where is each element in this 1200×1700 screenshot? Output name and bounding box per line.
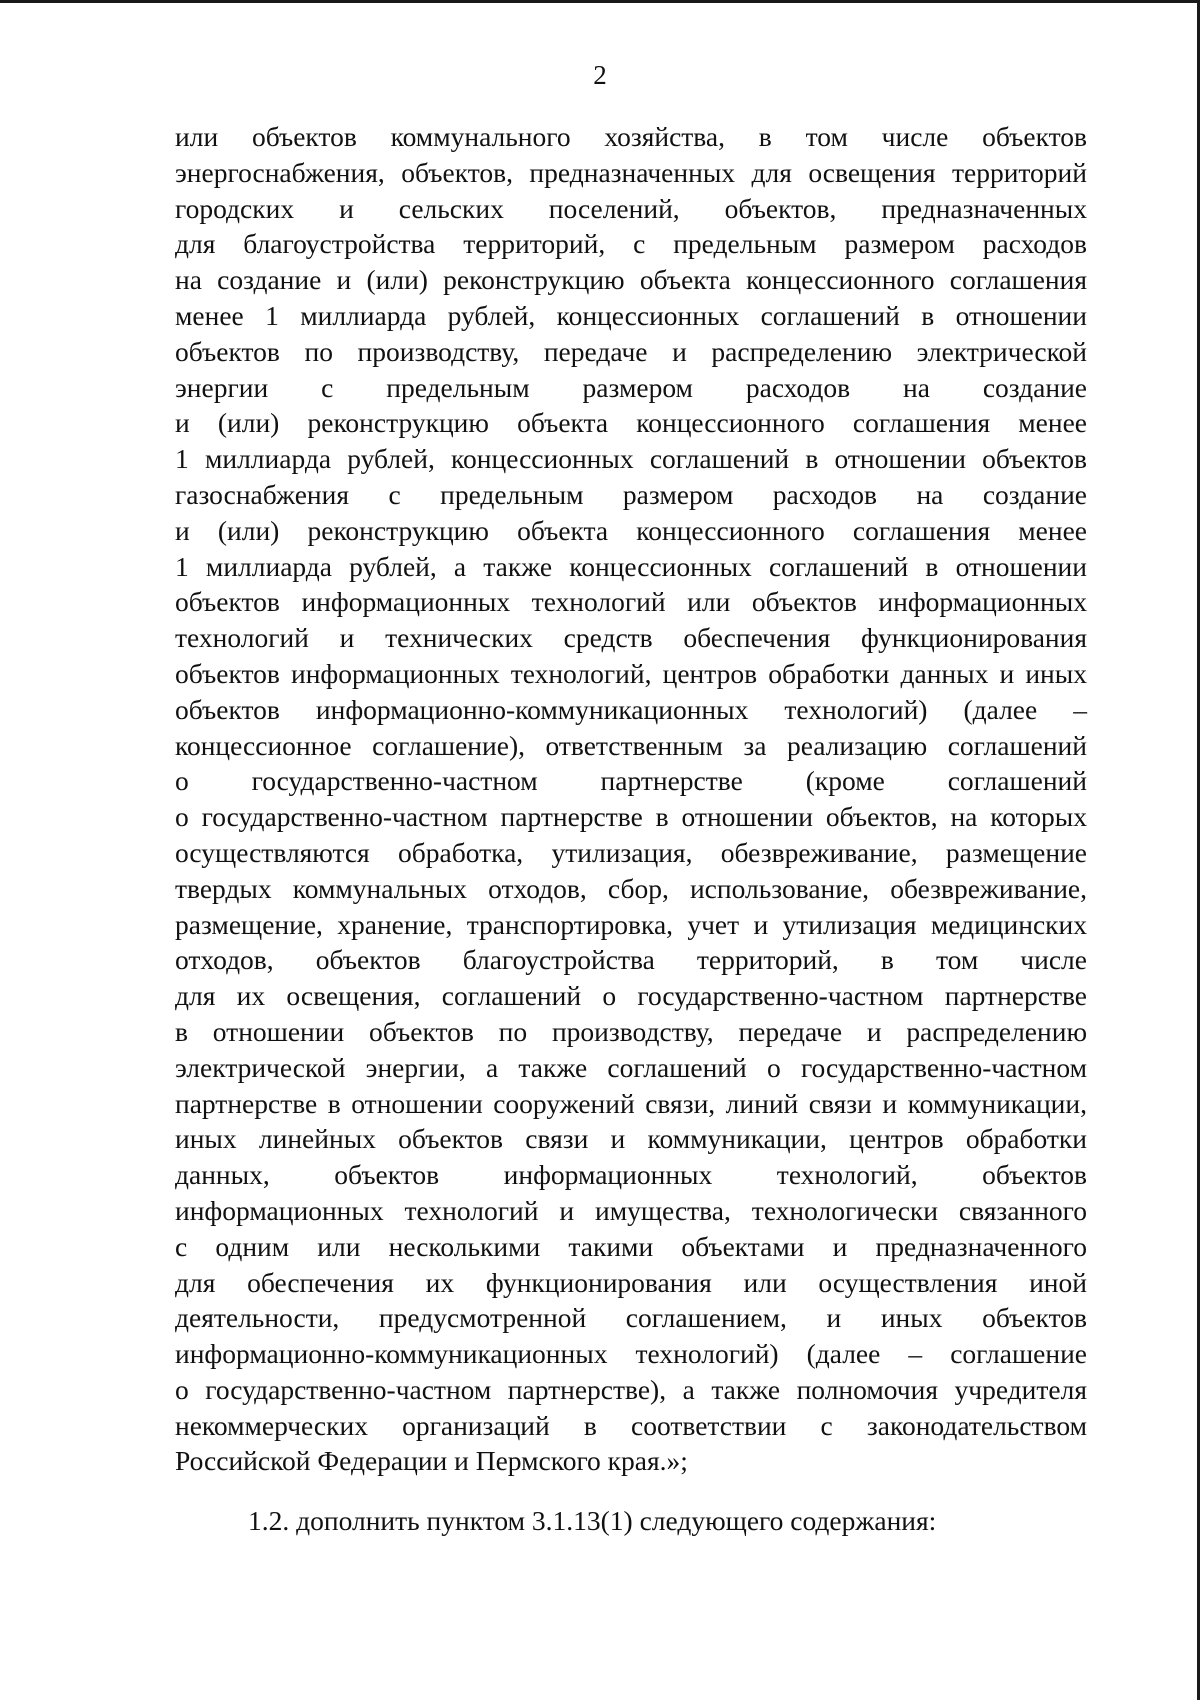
text-line: менее 1 миллиарда рублей, концессионных соглашений в отношении: [175, 299, 1087, 331]
text-line: для их освещения, соглашений о государственно-частном партнерстве: [175, 980, 1087, 1012]
text-line: электрической энергии, а также соглашений о государственно-частном: [175, 1051, 1087, 1083]
text-line: городских и сельских поселений, объектов, предназначенных: [175, 192, 1087, 224]
text-line: с одним или несколькими такими объектами и предназначенного: [175, 1230, 1087, 1262]
text-line: на создание и (или) реконструкцию объекта концессионного соглашения: [175, 264, 1087, 296]
text-line: или объектов коммунального хозяйства, в том числе объектов: [175, 121, 1087, 152]
text-line: энергии с предельным размером расходов на создание: [175, 371, 1087, 403]
scan-edge-top: [0, 0, 1200, 3]
text-line: и (или) реконструкцию объекта концессионного соглашения менее: [175, 514, 1087, 546]
text-line: данных, объектов информационных технологий, объектов: [175, 1159, 1087, 1191]
page-number: 2: [593, 60, 607, 90]
text-line: и (или) реконструкцию объекта концессионного соглашения менее: [175, 407, 1087, 439]
text-line: размещение, хранение, транспортировка, учет и утилизация медицинских: [175, 908, 1087, 940]
text-line: 1 миллиарда рублей, концессионных соглашений в отношении объектов: [175, 443, 1087, 475]
text-line: иных линейных объектов связи и коммуникации, центров обработки: [175, 1123, 1087, 1155]
text-line: объектов информационных технологий или объектов информационных: [175, 586, 1087, 618]
text-line: концессионное соглашение), ответственным за реализацию соглашений: [175, 729, 1087, 761]
text-line: энергоснабжения, объектов, предназначенных для освещения территорий: [175, 156, 1087, 188]
text-line: о государственно-частном партнерстве (кроме соглашений: [175, 765, 1087, 797]
text-line: объектов информационно-коммуникационных технологий) (далее –: [175, 693, 1087, 725]
text-line: 1 миллиарда рублей, а также концессионных соглашений в отношении: [175, 550, 1087, 582]
text-line: о государственно-частном партнерстве в отношении объектов, на которых: [175, 801, 1087, 833]
paragraph-item-1-2: 1.2. дополнить пунктом 3.1.13(1) следующего содержания:: [248, 1505, 937, 1536]
text-line: информационно-коммуникационных технологий) (далее – соглашение: [175, 1338, 1087, 1370]
paragraph-main: [175, 119, 1087, 1479]
text-line: объектов информационных технологий, центров обработки данных и иных: [175, 657, 1087, 689]
text-line: газоснабжения с предельным размером расходов на создание: [175, 478, 1087, 510]
text-line: о государственно-частном партнерстве), а также полномочия учредителя: [175, 1373, 1087, 1405]
text-line: деятельности, предусмотренной соглашением, и иных объектов: [175, 1302, 1087, 1334]
text-line: для обеспечения их функционирования или осуществления иной: [175, 1266, 1087, 1298]
text-line: некоммерческих организаций в соответствии с законодательством: [175, 1409, 1087, 1441]
text-line: объектов по производству, передаче и распределению электрической: [175, 335, 1087, 367]
text-line: для благоустройства территорий, с предельным размером расходов: [175, 228, 1087, 260]
text-line: технологий и технических средств обеспечения функционирования: [175, 622, 1087, 654]
text-line: отходов, объектов благоустройства территорий, в том числе: [175, 944, 1087, 976]
text-line: твердых коммунальных отходов, сбор, использование, обезвреживание,: [175, 872, 1087, 904]
text-line: в отношении объектов по производству, передаче и распределению: [175, 1015, 1087, 1047]
text-line: партнерстве в отношении сооружений связи, линий связи и коммуникации,: [175, 1087, 1087, 1119]
text-line: информационных технологий и имущества, технологически связанного: [175, 1194, 1087, 1226]
text-line-last: Российской Федерации и Пермского края.»;: [175, 1445, 688, 1477]
text-line: осуществляются обработка, утилизация, обезвреживание, размещение: [175, 836, 1087, 868]
